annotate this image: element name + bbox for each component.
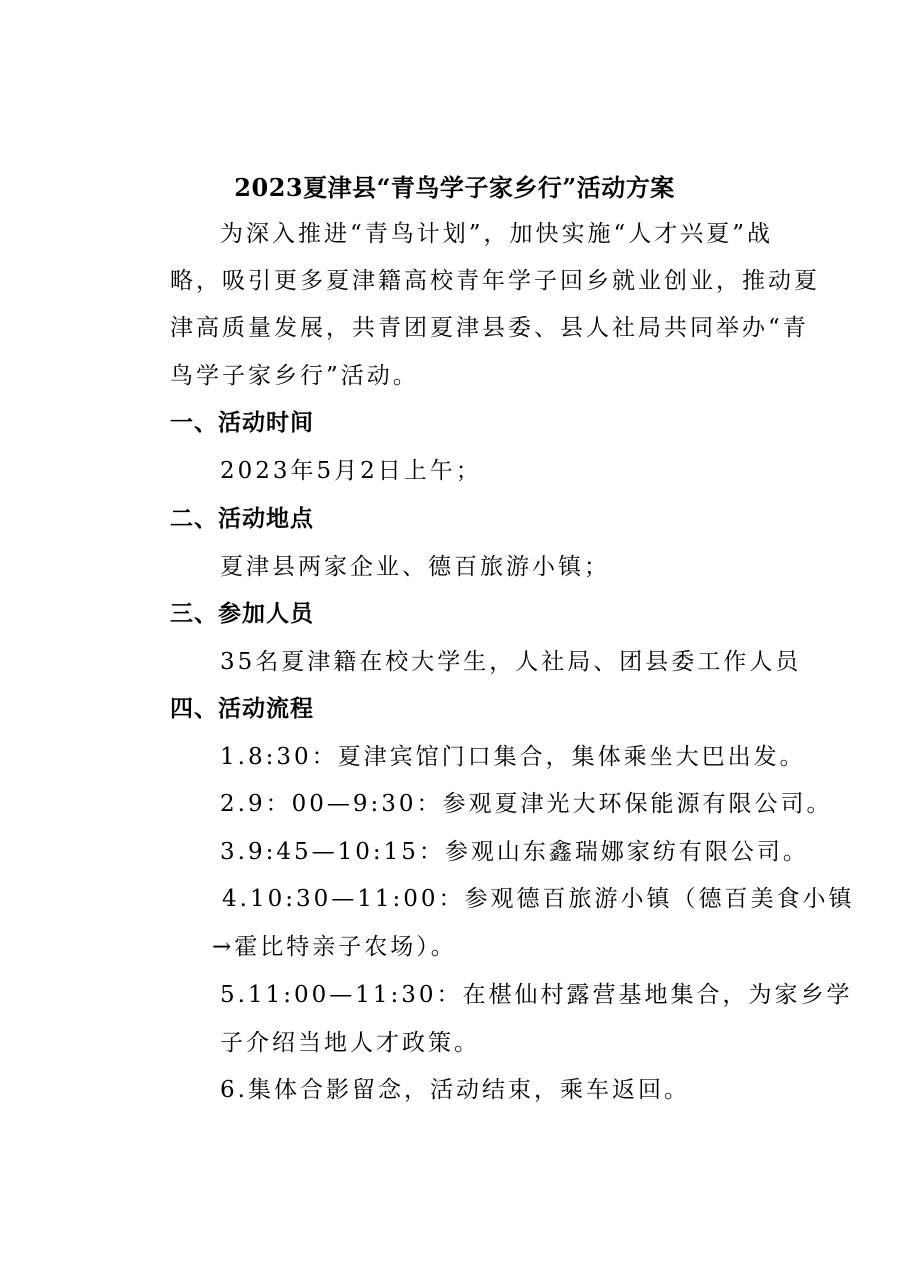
intro-line-2: 略，吸引更多夏津籍高校青年学子回乡就业创业，推动夏 — [170, 268, 820, 294]
section-heading-time: 一、活动时间 — [170, 409, 314, 436]
process-step-3: 3.9:45—10:15：参观山东鑫瑞娜家纺有限公司。 — [220, 839, 809, 865]
document-title: 2023夏津县“青鸟学子家乡行”活动方案 — [234, 173, 675, 202]
intro-line-1: 为深入推进“青鸟计划”，加快实施“人才兴夏”战 — [220, 221, 774, 247]
section-participants-text: 35名夏津籍在校大学生，人社局、团县委工作人员 — [220, 649, 802, 675]
process-step-2: 2.9：00—9:30：参观夏津光大环保能源有限公司。 — [220, 791, 833, 817]
section-heading-place: 二、活动地点 — [170, 505, 314, 532]
process-step-5-continued: 子介绍当地人才政策。 — [220, 1030, 480, 1056]
section-heading-participants: 三、参加人员 — [170, 600, 314, 627]
process-step-6: 6.集体合影留念，活动结束，乘车返回。 — [220, 1077, 690, 1103]
section-heading-process: 四、活动流程 — [170, 695, 314, 722]
intro-line-3: 津高质量发展，共青团夏津县委、县人社局共同举办“青 — [170, 315, 809, 341]
process-step-4-continued: →霍比特亲子农场）。 — [212, 934, 457, 960]
process-step-4: 4.10:30—11:00：参观德百旅游小镇（德百美食小镇 — [222, 886, 855, 912]
section-time-text: 2023年5月2日上午； — [220, 458, 482, 484]
intro-line-4: 鸟学子家乡行”活动。 — [170, 363, 419, 389]
process-step-1: 1.8:30：夏津宾馆门口集合，集体乘坐大巴出发。 — [220, 744, 806, 770]
process-step-5: 5.11:00—11:30：在椹仙村露营基地集合，为家乡学 — [220, 982, 853, 1008]
section-place-text: 夏津县两家企业、德百旅游小镇； — [220, 554, 610, 580]
